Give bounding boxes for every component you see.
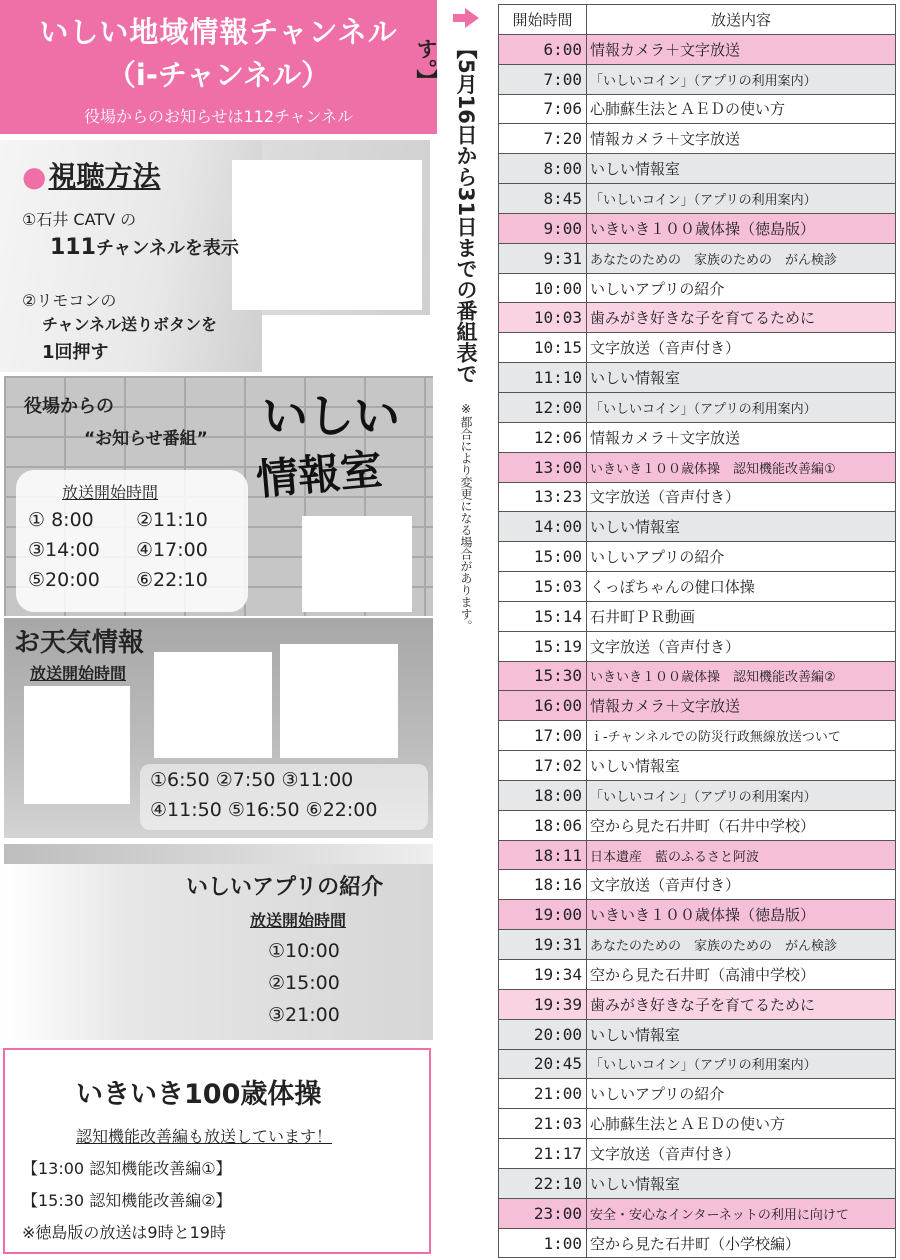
- weather-title: お天気情報: [14, 628, 145, 658]
- table-row: [499, 363, 896, 393]
- start-time-cell: 15:03: [499, 572, 587, 602]
- start-time-cell: 18:00: [499, 780, 587, 810]
- table-row: [499, 1109, 896, 1139]
- table-row: [499, 751, 896, 781]
- image-placeholder: [154, 652, 272, 758]
- start-time-cell: 21:00: [499, 1079, 587, 1109]
- image-placeholder: [232, 160, 422, 310]
- table-row: [499, 1168, 896, 1198]
- exercise-sub: 認知機能改善編も放送しています！: [76, 1127, 333, 1146]
- start-time-cell: 22:10: [499, 1168, 587, 1198]
- table-row: [499, 34, 896, 64]
- table-row: [499, 721, 896, 751]
- viewing-title: ●視聴方法: [22, 160, 161, 193]
- start-time-cell: 10:15: [499, 333, 587, 363]
- table-row: [499, 989, 896, 1019]
- program-cell: いしいアプリの紹介: [587, 1079, 896, 1109]
- table-row: [499, 64, 896, 94]
- start-time-cell: 10:00: [499, 273, 587, 303]
- program-cell: 空から見た石井町（石井中学校）: [587, 810, 896, 840]
- table-row: [499, 930, 896, 960]
- start-time-cell: 15:30: [499, 661, 587, 691]
- table-row: [499, 124, 896, 154]
- image-placeholder: [280, 644, 398, 758]
- program-cell: 「いしいコイン」（アプリの利用案内）: [587, 1049, 896, 1079]
- channel-title: いしい地域情報チャンネル: [39, 15, 398, 49]
- table-row: [499, 482, 896, 512]
- table-row: [499, 572, 896, 602]
- schedule-body: [499, 34, 896, 1258]
- start-time-cell: 1:00: [499, 1228, 587, 1258]
- program-cell: あなたのための 家族のための がん検診: [587, 930, 896, 960]
- start-time-cell: 8:00: [499, 154, 587, 184]
- app-time: ②15:00: [268, 972, 340, 994]
- program-cell: いきいき１００歳体操 認知機能改善編②: [587, 661, 896, 691]
- table-row: [499, 213, 896, 243]
- table-row: [499, 1049, 896, 1079]
- viewing-step2: ②リモコンの: [22, 291, 117, 310]
- viewing-step2-c: 1回押す: [42, 342, 109, 363]
- weather-times-row1: ①6:50 ②7:50 ③11:00: [150, 769, 354, 791]
- program-cell: 「いしいコイン」（アプリの利用案内）: [587, 184, 896, 214]
- table-row: [499, 422, 896, 452]
- table-row: [499, 1019, 896, 1049]
- program-cell: いしい情報室: [587, 1019, 896, 1049]
- schedule-table: [498, 4, 896, 1258]
- app-title: いしいアプリの紹介: [186, 875, 384, 900]
- joho-big-title2: 情報室: [254, 444, 385, 505]
- program-cell: 情報カメラ＋文字放送: [587, 34, 896, 64]
- start-time-cell: 18:11: [499, 840, 587, 870]
- joho-time: ③14:00: [28, 539, 100, 561]
- table-row: [499, 780, 896, 810]
- start-time-cell: 19:31: [499, 930, 587, 960]
- start-time-cell: 6:00: [499, 34, 587, 64]
- program-cell: くっぽちゃんの健口体操: [587, 572, 896, 602]
- start-time-cell: 9:31: [499, 243, 587, 273]
- program-cell: 文字放送（音声付き）: [587, 333, 896, 363]
- program-cell: 石井町ＰＲ動画: [587, 601, 896, 631]
- program-cell: 情報カメラ＋文字放送: [587, 124, 896, 154]
- start-time-cell: 20:00: [499, 1019, 587, 1049]
- program-cell: いきいき１００歳体操（徳島版）: [587, 900, 896, 930]
- start-time-cell: 11:10: [499, 363, 587, 393]
- start-time-cell: 21:17: [499, 1139, 587, 1169]
- program-cell: 空から見た石井町（小学校編）: [587, 1228, 896, 1258]
- start-time-cell: 13:23: [499, 482, 587, 512]
- program-cell: 文字放送（音声付き）: [587, 870, 896, 900]
- start-time-cell: 17:00: [499, 721, 587, 751]
- start-time-cell: 12:06: [499, 422, 587, 452]
- weather-times-row2: ④11:50 ⑤16:50 ⑥22:00: [150, 799, 378, 821]
- table-row: [499, 1198, 896, 1228]
- start-time-cell: 18:16: [499, 870, 587, 900]
- joho-time: ① 8:00: [28, 509, 94, 531]
- table-row: [499, 1228, 896, 1258]
- program-cell: いしい情報室: [587, 154, 896, 184]
- start-time-cell: 9:00: [499, 213, 587, 243]
- program-cell: ｉ-チャンネルでの防災行政無線放送ついて: [587, 721, 896, 751]
- program-cell: いきいき１００歳体操 認知機能改善編①: [587, 452, 896, 482]
- program-cell: 文字放送（音声付き）: [587, 482, 896, 512]
- table-row: [499, 154, 896, 184]
- start-time-cell: 13:00: [499, 452, 587, 482]
- app-sub: 放送開始時間: [250, 911, 347, 930]
- app-panel-band: [4, 844, 433, 864]
- col-header-content: 放送内容: [587, 5, 896, 35]
- program-cell: 歯みがき好きな子を育てるために: [587, 303, 896, 333]
- table-row: [499, 661, 896, 691]
- channel-title-sub: （i-チャンネル）: [106, 58, 331, 92]
- program-cell: 情報カメラ＋文字放送: [587, 691, 896, 721]
- joho-time: ⑤20:00: [28, 569, 100, 591]
- start-time-cell: 20:45: [499, 1049, 587, 1079]
- table-row: [499, 452, 896, 482]
- start-time-cell: 19:34: [499, 960, 587, 990]
- start-time-cell: 18:06: [499, 810, 587, 840]
- table-row: [499, 1079, 896, 1109]
- table-row: [499, 601, 896, 631]
- program-cell: 空から見た石井町（高浦中学校）: [587, 960, 896, 990]
- start-time-cell: 14:00: [499, 512, 587, 542]
- schedule-period-note: 【5月16日から31日までの番組表です。】: [414, 38, 478, 385]
- program-cell: あなたのための 家族のための がん検診: [587, 243, 896, 273]
- program-cell: 心肺蘇生法とＡＥＤの使い方: [587, 94, 896, 124]
- app-time: ③21:00: [268, 1004, 340, 1026]
- program-cell: いしい情報室: [587, 363, 896, 393]
- exercise-line: ※徳島版の放送は9時と19時: [22, 1223, 226, 1242]
- program-cell: いしいアプリの紹介: [587, 273, 896, 303]
- table-row: [499, 840, 896, 870]
- start-time-cell: 19:00: [499, 900, 587, 930]
- table-row: [499, 392, 896, 422]
- channel-subtitle: 役場からのお知らせは112チャンネル: [83, 107, 354, 126]
- joho-line2: “お知らせ番組”: [84, 429, 208, 449]
- joho-times-title: 放送開始時間: [62, 483, 159, 502]
- viewing-step1-channel: 111チャンネルを表示: [50, 235, 239, 260]
- start-time-cell: 12:00: [499, 392, 587, 422]
- joho-time: ⑥22:10: [136, 569, 208, 591]
- start-time-cell: 15:19: [499, 631, 587, 661]
- start-time-cell: 7:20: [499, 124, 587, 154]
- table-row: [499, 303, 896, 333]
- program-cell: 文字放送（音声付き）: [587, 631, 896, 661]
- start-time-cell: 16:00: [499, 691, 587, 721]
- weather-sub: 放送開始時間: [30, 664, 127, 683]
- exercise-title: いきいき100歳体操: [76, 1079, 322, 1110]
- program-cell: いしいアプリの紹介: [587, 542, 896, 572]
- table-row: [499, 631, 896, 661]
- table-row: [499, 512, 896, 542]
- program-cell: 「いしいコイン」（アプリの利用案内）: [587, 780, 896, 810]
- image-placeholder: [24, 686, 130, 804]
- start-time-cell: 7:06: [499, 94, 587, 124]
- app-time: ①10:00: [268, 940, 340, 962]
- joho-line1: 役場からの: [24, 396, 114, 417]
- table-row: [499, 810, 896, 840]
- program-cell: いしい情報室: [587, 1168, 896, 1198]
- start-time-cell: 23:00: [499, 1198, 587, 1228]
- table-row: [499, 273, 896, 303]
- start-time-cell: 17:02: [499, 751, 587, 781]
- table-row: [499, 333, 896, 363]
- table-row: [499, 960, 896, 990]
- table-row: [499, 870, 896, 900]
- joho-time: ④17:00: [136, 539, 208, 561]
- program-cell: いきいき１００歳体操（徳島版）: [587, 213, 896, 243]
- start-time-cell: 10:03: [499, 303, 587, 333]
- program-cell: 心肺蘇生法とＡＥＤの使い方: [587, 1109, 896, 1139]
- program-cell: 「いしいコイン」（アプリの利用案内）: [587, 392, 896, 422]
- exercise-line: 【13:00 認知機能改善編①】: [22, 1159, 232, 1178]
- joho-big-title1: いしい: [262, 389, 400, 443]
- program-cell: 安全・安心なインターネットの利用に向けて: [587, 1198, 896, 1228]
- program-cell: 日本遺産 藍のふるさと阿波: [587, 840, 896, 870]
- table-row: [499, 542, 896, 572]
- exercise-line: 【15:30 認知機能改善編②】: [22, 1191, 232, 1210]
- program-cell: 文字放送（音声付き）: [587, 1139, 896, 1169]
- start-time-cell: 15:14: [499, 601, 587, 631]
- table-row: [499, 1139, 896, 1169]
- viewing-step2-b: チャンネル送りボタンを: [42, 315, 218, 334]
- program-cell: いしい情報室: [587, 751, 896, 781]
- start-time-cell: 7:00: [499, 64, 587, 94]
- program-cell: 情報カメラ＋文字放送: [587, 422, 896, 452]
- channel-header: [0, 0, 437, 134]
- bullet-dot-icon: ●: [22, 160, 47, 193]
- start-time-cell: 21:03: [499, 1109, 587, 1139]
- start-time-cell: 8:45: [499, 184, 587, 214]
- schedule-change-note: ※都合により変更になる場合があります。: [459, 402, 473, 632]
- start-time-cell: 15:00: [499, 542, 587, 572]
- start-time-cell: 19:39: [499, 989, 587, 1019]
- joho-time: ②11:10: [136, 509, 208, 531]
- program-cell: 「いしいコイン」（アプリの利用案内）: [587, 64, 896, 94]
- image-placeholder: [302, 516, 412, 612]
- table-row: [499, 691, 896, 721]
- table-row: [499, 900, 896, 930]
- program-cell: 歯みがき好きな子を育てるために: [587, 989, 896, 1019]
- col-header-time: 開始時間: [499, 5, 587, 35]
- table-row: [499, 94, 896, 124]
- viewing-step1: ①石井 CATV の: [22, 210, 137, 229]
- arrow-right-icon: [453, 8, 479, 28]
- table-row: [499, 243, 896, 273]
- program-cell: いしい情報室: [587, 512, 896, 542]
- table-row: [499, 184, 896, 214]
